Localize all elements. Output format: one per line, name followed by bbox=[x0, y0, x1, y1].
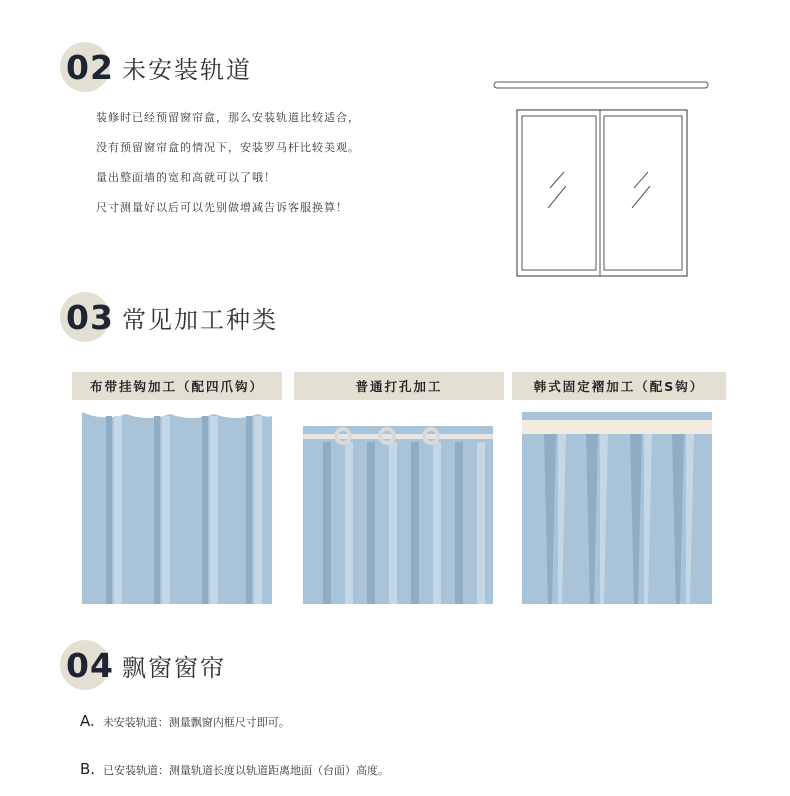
section-title: 飘窗窗帘 bbox=[122, 653, 226, 682]
processing-type-label: 普通打孔加工 bbox=[294, 372, 504, 400]
description-line: 装修时已经预留窗帘盒，那么安装轨道比较适合， bbox=[96, 111, 360, 124]
section-number-badge: 02 bbox=[60, 42, 110, 92]
pinch-pleat-curtain-image bbox=[82, 412, 272, 604]
korean-pleat-curtain-image bbox=[522, 412, 712, 604]
item-letter: A. bbox=[80, 712, 95, 730]
section-03-header bbox=[60, 288, 278, 346]
description-line: 量出整面墙的宽和高就可以了哦！ bbox=[96, 171, 276, 184]
section-04-header bbox=[60, 636, 226, 694]
processing-type-card bbox=[512, 372, 722, 604]
window-with-rod-icon bbox=[488, 78, 718, 283]
processing-type-label: 韩式固定褶加工（配S钩） bbox=[512, 372, 726, 400]
processing-type-card bbox=[72, 372, 282, 604]
description-line: 尺寸测量好以后可以先别做增减告诉客服换算！ bbox=[96, 201, 348, 214]
section-title: 常见加工种类 bbox=[122, 305, 278, 334]
curtain-photo-icon bbox=[303, 412, 493, 604]
section-title: 未安装轨道 bbox=[122, 55, 252, 84]
section-number-badge: 04 bbox=[60, 640, 110, 690]
window-illustration bbox=[488, 78, 718, 287]
section-02-description bbox=[96, 106, 436, 226]
section-number-badge: 03 bbox=[60, 292, 110, 342]
item-letter: B. bbox=[80, 760, 96, 778]
description-line: 没有预留窗帘盒的情况下，安装罗马杆比较美观。 bbox=[96, 141, 360, 154]
item-text: 未安装轨道：测量飘窗内框尺寸即可。 bbox=[102, 716, 290, 729]
bay-window-item bbox=[80, 712, 290, 730]
grommet-curtain-image bbox=[303, 412, 493, 604]
curtain-photo-icon bbox=[82, 412, 272, 604]
section-02-header bbox=[60, 38, 252, 96]
curtain-photo-icon bbox=[522, 412, 712, 604]
item-text: 已安装轨道：测量轨道长度以轨道距离地面（台面）高度。 bbox=[103, 764, 390, 777]
bay-window-item bbox=[80, 760, 389, 778]
processing-type-card bbox=[294, 372, 504, 604]
processing-type-label: 布带挂钩加工（配四爪钩） bbox=[72, 372, 282, 400]
